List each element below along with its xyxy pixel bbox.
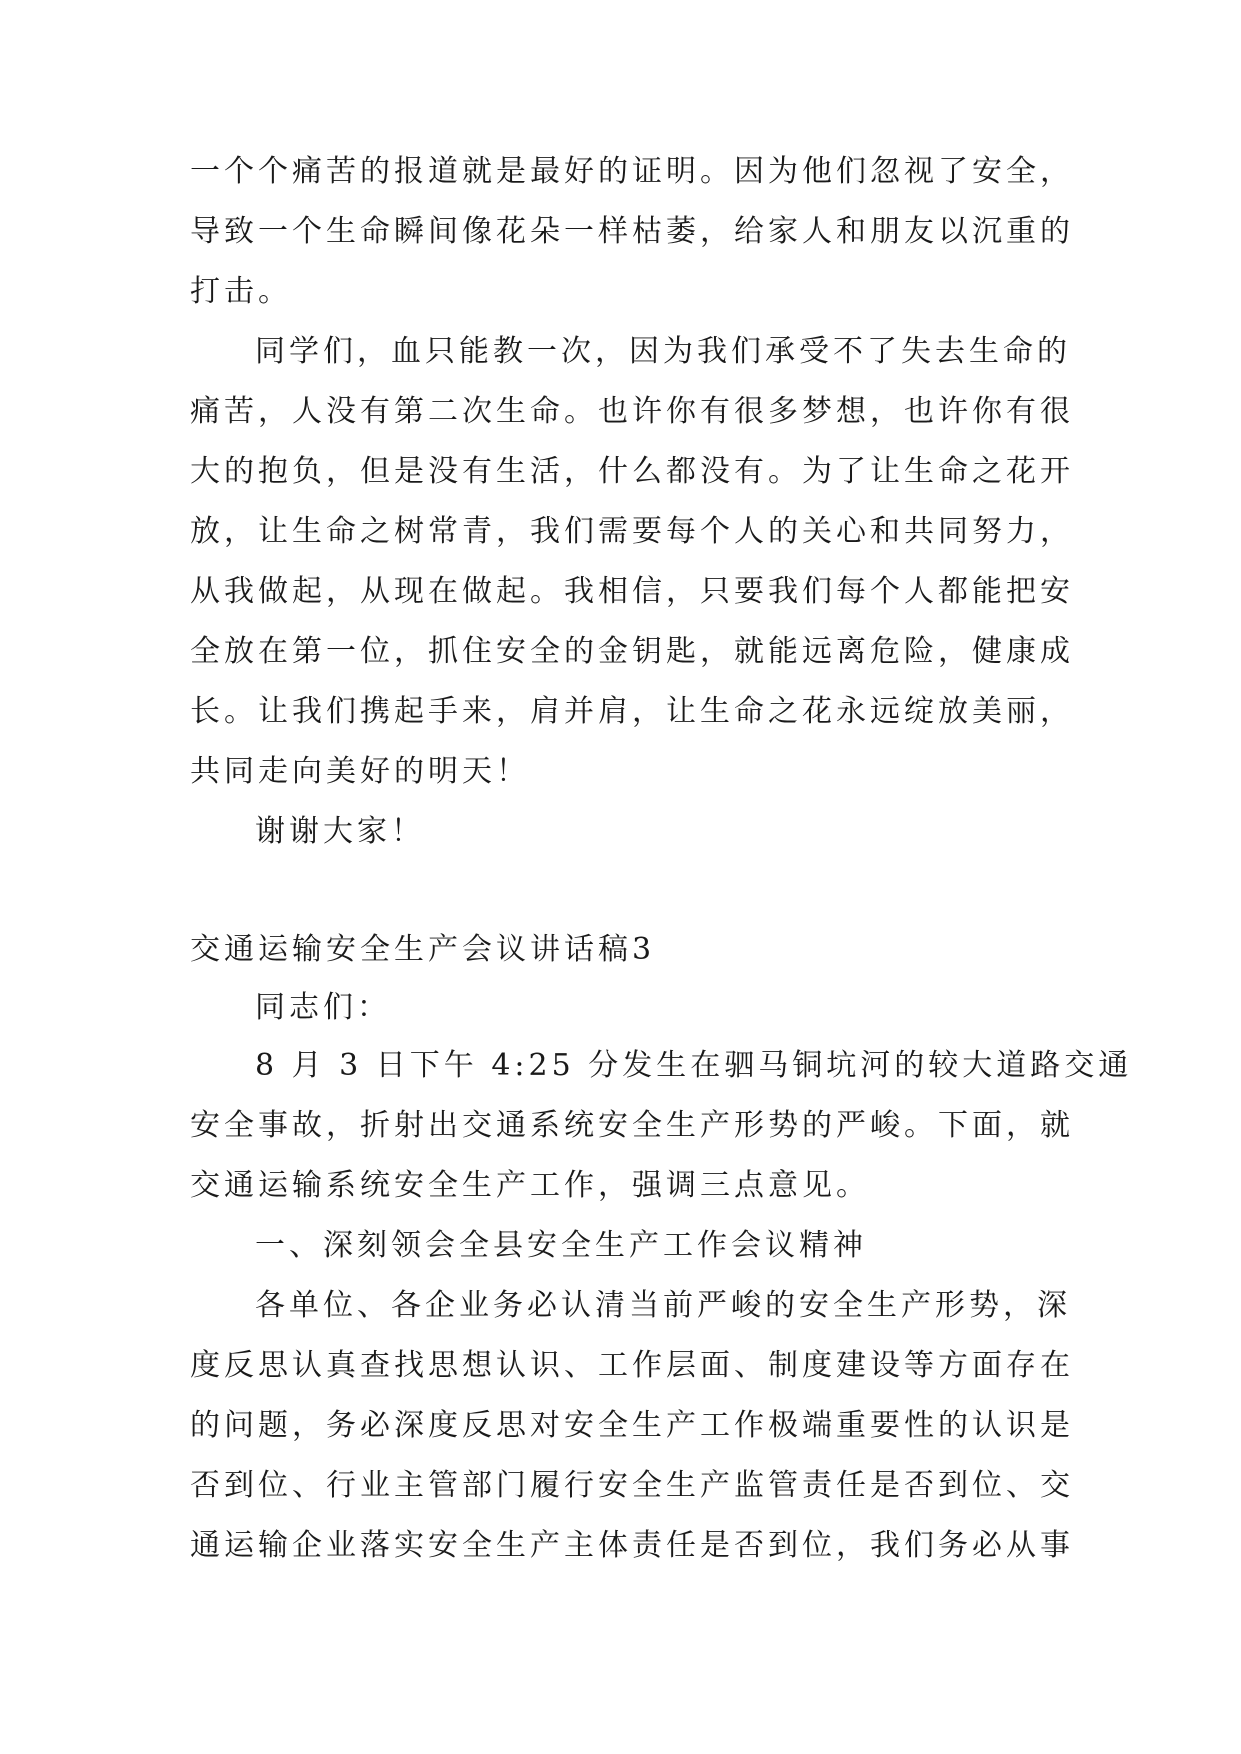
paragraph-line: 全放在第一位，抓住安全的金钥匙，就能远离危险，健康成 xyxy=(190,634,1074,669)
paragraph-line: 交通运输系统安全生产工作，强调三点意见。 xyxy=(190,1168,870,1203)
salutation: 同志们： xyxy=(255,990,391,1025)
paragraph-line: 痛苦，人没有第二次生命。也许你有很多梦想，也许你有很 xyxy=(190,394,1074,429)
paragraph-line: 否到位、行业主管部门履行安全生产监管责任是否到位、交 xyxy=(190,1468,1074,1503)
paragraph-line: 大的抱负，但是没有生活，什么都没有。为了让生命之花开 xyxy=(190,454,1074,489)
section-title: 交通运输安全生产会议讲话稿3 xyxy=(190,932,656,967)
paragraph-line: 的问题，务必深度反思对安全生产工作极端重要性的认识是 xyxy=(190,1408,1074,1443)
paragraph-line: 长。让我们携起手来，肩并肩，让生命之花永远绽放美丽， xyxy=(190,694,1074,729)
closing-line: 谢谢大家！ xyxy=(255,814,425,849)
paragraph-line: 放，让生命之树常青，我们需要每个人的关心和共同努力， xyxy=(190,514,1074,549)
paragraph-line: 从我做起，从现在做起。我相信，只要我们每个人都能把安 xyxy=(190,574,1074,609)
paragraph-line: 各单位、各企业务必认清当前严峻的安全生产形势，深 xyxy=(255,1288,1071,1323)
paragraph-line: 共同走向美好的明天！ xyxy=(190,754,530,789)
paragraph-line: 度反思认真查找思想认识、工作层面、制度建设等方面存在 xyxy=(190,1348,1074,1383)
paragraph-line: 通运输企业落实安全生产主体责任是否到位，我们务必从事 xyxy=(190,1528,1074,1563)
paragraph-line: 8 月 3 日下午 4:25 分发生在驷马铜坑河的较大道路交通 xyxy=(255,1048,1133,1083)
section-heading: 一、深刻领会全县安全生产工作会议精神 xyxy=(255,1228,867,1263)
paragraph-line: 一个个痛苦的报道就是最好的证明。因为他们忽视了安全， xyxy=(190,154,1074,189)
paragraph-line: 安全事故，折射出交通系统安全生产形势的严峻。下面，就 xyxy=(190,1108,1074,1143)
paragraph-line: 打击。 xyxy=(190,274,292,309)
paragraph-line: 同学们，血只能教一次，因为我们承受不了失去生命的 xyxy=(255,334,1071,369)
paragraph-line: 导致一个生命瞬间像花朵一样枯萎，给家人和朋友以沉重的 xyxy=(190,214,1074,249)
